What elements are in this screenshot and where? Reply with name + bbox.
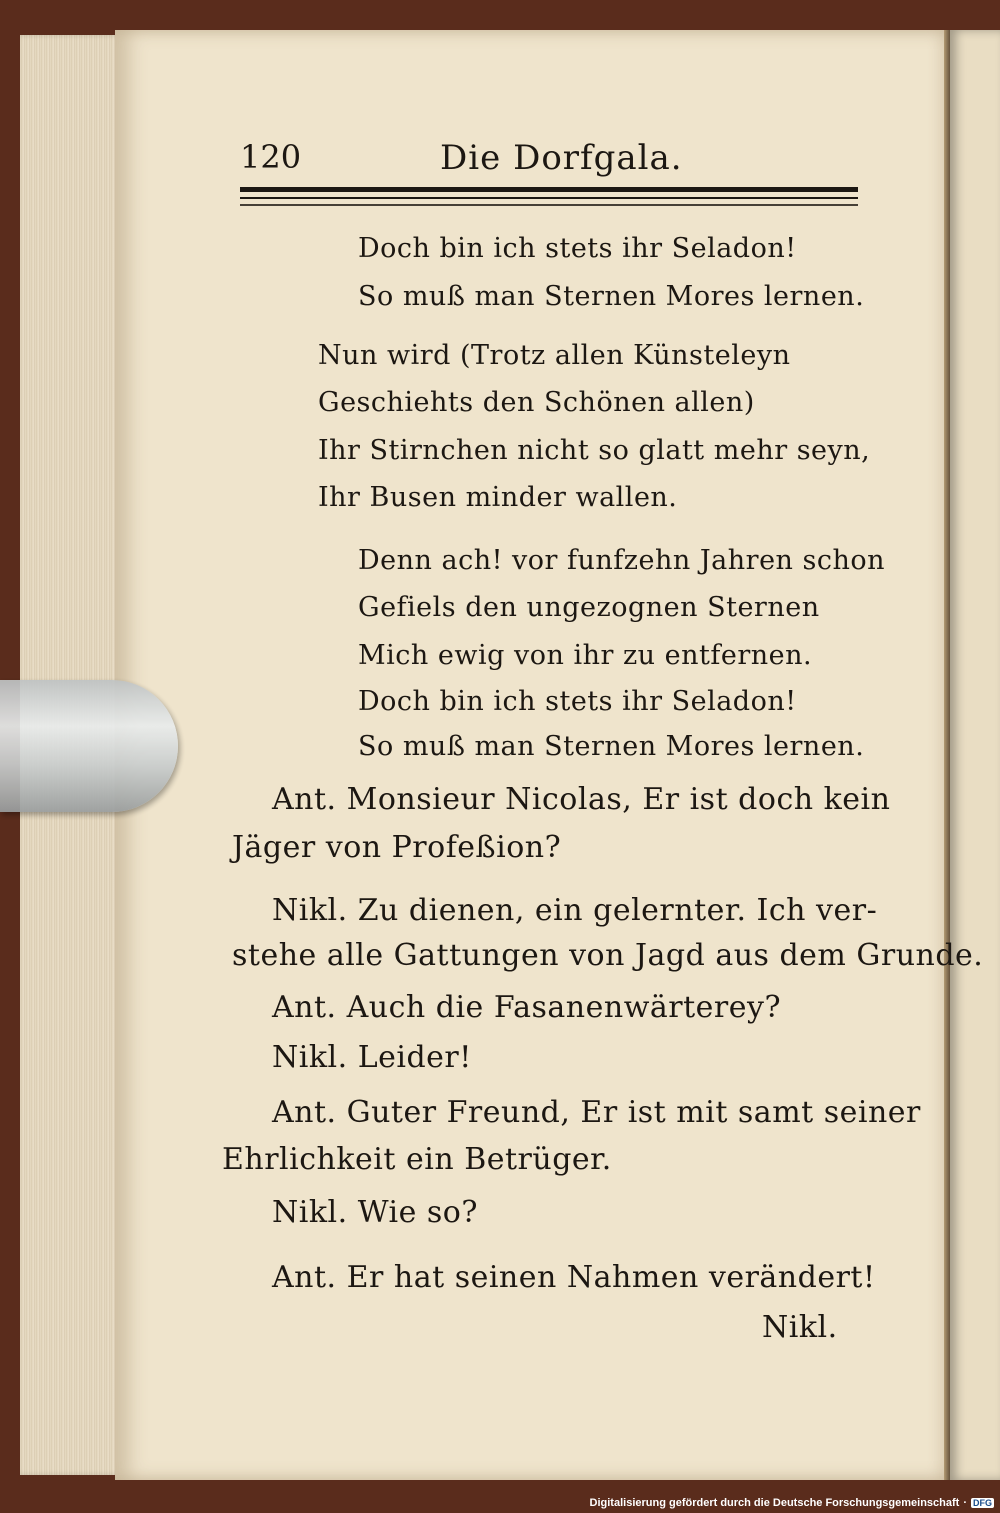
dialogue-line: Nikl. Leider! — [272, 1040, 472, 1075]
dfg-logo: DFG — [973, 1498, 992, 1508]
catchword: Nikl. — [762, 1310, 838, 1345]
verse-line: So muß man Sternen Mores lernen. — [358, 731, 865, 762]
verse-line: Ihr Stirnchen nicht so glatt mehr seyn, — [318, 435, 871, 466]
header-rule — [240, 187, 858, 192]
page-number: 120 — [240, 138, 302, 176]
header-rule-thin-2 — [240, 204, 858, 206]
dialogue-line: Jäger von Profeßion? — [232, 830, 562, 865]
page-header — [240, 138, 860, 178]
facing-page-edge — [950, 30, 1000, 1480]
dialogue-line: stehe alle Gattungen von Jagd aus dem Grunde. — [232, 938, 984, 973]
dialogue-line: Nikl. Wie so? — [272, 1195, 478, 1230]
header-rule-thin — [240, 197, 858, 199]
verse-line: Denn ach! vor funfzehn Jahren schon — [358, 545, 886, 576]
verse-line: Doch bin ich stets ihr Seladon! — [358, 686, 797, 717]
verse-line: Nun wird (Trotz allen Künsteleyn — [318, 340, 791, 371]
verse-line: Doch bin ich stets ihr Seladon! — [358, 233, 797, 264]
footer-credit: Digitalisierung gefördert durch die Deutsche Forschungsgemeinschaft · DFG — [589, 1497, 992, 1509]
dialogue-line: Ant. Guter Freund, Er ist mit samt seiner — [272, 1095, 921, 1130]
running-head: Die Dorfgala. — [440, 138, 683, 178]
verse-line: Gefiels den ungezognen Sternen — [358, 592, 820, 623]
thumb-holder — [0, 680, 178, 812]
verse-line: Geschiehts den Schönen allen) — [318, 387, 755, 418]
footer-text: Digitalisierung gefördert durch die Deutsche Forschungsgemeinschaft — [589, 1497, 960, 1509]
dialogue-line: Ant. Monsieur Nicolas, Er ist doch kein — [272, 782, 891, 817]
verse-line: Ihr Busen minder wallen. — [318, 482, 678, 513]
verse-line: So muß man Sternen Mores lernen. — [358, 281, 865, 312]
dialogue-line: Nikl. Zu dienen, ein gelernter. Ich ver- — [272, 893, 878, 928]
verse-line: Mich ewig von ihr zu entfernen. — [358, 640, 813, 671]
dialogue-line: Ant. Er hat seinen Nahmen verändert! — [272, 1260, 876, 1295]
dialogue-line: Ant. Auch die Fasanenwärterey? — [272, 990, 782, 1025]
dialogue-line: Ehrlichkeit ein Betrüger. — [222, 1142, 612, 1177]
